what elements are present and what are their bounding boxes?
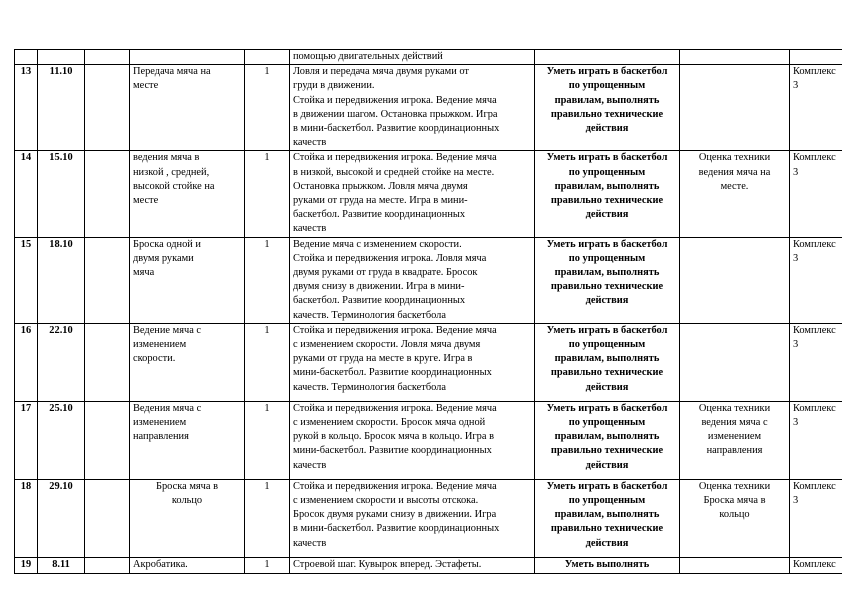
cell-content <box>290 479 535 557</box>
cell-topic <box>130 50 245 65</box>
cell-number: 19 <box>15 557 38 573</box>
table-body <box>15 50 842 574</box>
cell-skills <box>535 151 680 237</box>
cell-complex <box>790 323 842 401</box>
cell-topic <box>130 479 245 557</box>
cell-content-line: качеств <box>293 223 327 235</box>
cell-complex-line: Комплекс <box>793 238 836 250</box>
cell-complex-line: Комплекс <box>793 324 836 336</box>
cell-control-line: изменением <box>707 431 762 443</box>
cell-skills <box>535 557 680 573</box>
cell-skills <box>535 401 680 479</box>
cell-number: 15 <box>15 237 38 323</box>
cell-topic <box>130 557 245 573</box>
cell-control-line: месте. <box>720 180 749 192</box>
cell-content-line: мини-баскетбол. Развитие координационных <box>293 445 492 457</box>
cell-skills-line: правилам, выполнять <box>554 353 660 365</box>
cell-content-line: Бросок двумя руками снизу в движении. Игра <box>293 509 497 521</box>
cell-skills <box>535 50 680 65</box>
cell-complex <box>790 50 842 65</box>
cell-content-line: качеств <box>293 137 327 149</box>
cell-content-line: Стойка и передвижения игрока. Ведение мяча <box>293 94 497 106</box>
cell-control-line: направления <box>706 445 763 457</box>
cell-complex-line: 3 <box>793 339 799 351</box>
cell-topic <box>130 151 245 237</box>
cell-content-line: помощью двигательных действий <box>293 51 443 62</box>
cell-content-line: качеств. Терминология баскетбола <box>293 381 446 393</box>
cell-skills-line: правилам, выполнять <box>554 267 660 279</box>
cell-hours: 1 <box>245 323 290 401</box>
cell-topic-line: кольцо <box>171 495 203 507</box>
cell-date: 25.10 <box>38 401 85 479</box>
cell-content-line: баскетбол. Развитие координационных <box>293 209 466 221</box>
cell-control <box>680 50 790 65</box>
cell-hours: 1 <box>245 557 290 573</box>
cell-topic-line: изменением <box>133 339 187 351</box>
cell-content-line: Ведение мяча с изменением скорости. <box>293 238 462 250</box>
cell-topic <box>130 323 245 401</box>
cell-number: 13 <box>15 65 38 151</box>
cell-blank <box>85 401 130 479</box>
cell-skills-line: правильно технические <box>550 523 664 535</box>
cell-content-line: в мини-баскетбол. Развитие координационных <box>293 123 500 135</box>
cell-date: 18.10 <box>38 237 85 323</box>
table-row <box>15 323 842 401</box>
cell-skills <box>535 65 680 151</box>
cell-topic-line: месте <box>133 195 159 207</box>
cell-number: 18 <box>15 479 38 557</box>
cell-number: 16 <box>15 323 38 401</box>
cell-skills-line: действия <box>585 459 629 471</box>
cell-control-line: ведения мяча на <box>698 166 771 178</box>
cell-topic-line: низкой , средней, <box>133 166 210 178</box>
cell-content-line: руками от груда на месте в круге. Игра в <box>293 353 473 365</box>
table-row <box>15 151 842 237</box>
cell-skills <box>535 323 680 401</box>
cell-topic-line: направления <box>133 431 189 443</box>
cell-blank <box>85 237 130 323</box>
cell-content-line: мини-баскетбол. Развитие координационных <box>293 367 492 379</box>
cell-complex-line: Комплекс <box>793 558 836 570</box>
cell-content-line: качеств. Терминология баскетбола <box>293 309 446 321</box>
cell-content <box>290 401 535 479</box>
cell-content-line: двумя снизу в движении. Игра в мини- <box>293 281 465 293</box>
cell-content-line: в низкой, высокой и средней стойке на месте. <box>293 166 495 178</box>
cell-blank <box>85 557 130 573</box>
cell-hours: 1 <box>245 237 290 323</box>
cell-content-line: с изменением скорости и высоты отскока. <box>293 495 479 507</box>
cell-content-line: Стойка и передвижения игрока. Ведение мяча <box>293 324 497 336</box>
cell-control-line: Оценка техники <box>698 402 771 414</box>
cell-content-line: с изменением скорости. Бросок мяча одной <box>293 417 486 429</box>
cell-content-line: Строевой шаг. Кувырок вперед. Эстафеты. <box>293 558 482 570</box>
cell-control-line: кольцо <box>719 509 750 521</box>
cell-hours: 1 <box>245 151 290 237</box>
cell-content <box>290 151 535 237</box>
cell-number: 17 <box>15 401 38 479</box>
cell-skills-line: Уметь играть в баскетбол <box>546 152 668 164</box>
cell-content-line: Стойка и передвижения игрока. Ловля мяча <box>293 252 487 264</box>
cell-control-line: Оценка техники <box>698 152 771 164</box>
cell-number: 14 <box>15 151 38 237</box>
cell-complex-line: 3 <box>793 166 799 178</box>
table-row <box>15 401 842 479</box>
cell-skills-line: Уметь играть в баскетбол <box>546 402 668 414</box>
cell-complex <box>790 151 842 237</box>
cell-content-line: качеств <box>293 537 327 549</box>
cell-complex <box>790 65 842 151</box>
cell-skills-line: Уметь играть в баскетбол <box>546 480 668 492</box>
cell-content-line: груди в движении. <box>293 80 375 92</box>
cell-skills-line: правильно технические <box>550 367 664 379</box>
cell-control-line: ведения мяча с <box>701 417 768 429</box>
cell-skills-line: правилам, выполнять <box>554 509 660 521</box>
cell-content-line: Ловля и передача мяча двумя руками от <box>293 66 469 78</box>
cell-content-line: руками от груда на месте. Игра в мини- <box>293 195 468 207</box>
cell-content-line: в движении шагом. Остановка прыжком. Игра <box>293 108 498 120</box>
cell-content-line: Стойка и передвижения игрока. Ведение мяча <box>293 152 497 164</box>
cell-skills-line: по упрощенным <box>568 417 646 429</box>
cell-skills-line: правильно технические <box>550 281 664 293</box>
cell-control <box>680 151 790 237</box>
cell-skills-line: действия <box>585 209 629 221</box>
cell-content <box>290 50 535 65</box>
cell-topic-line: ведения мяча в <box>133 152 200 164</box>
cell-complex-line: 3 <box>793 417 799 429</box>
cell-complex-line: Комплекс <box>793 402 836 414</box>
cell-topic-line: высокой стойке на <box>133 180 215 192</box>
cell-complex-line: Комплекс <box>793 480 836 492</box>
cell-control <box>680 479 790 557</box>
cell-blank <box>85 479 130 557</box>
cell-topic <box>130 401 245 479</box>
cell-topic <box>130 237 245 323</box>
lesson-plan-table <box>14 49 842 574</box>
cell-content-line: в мини-баскетбол. Развитие координационных <box>293 523 500 535</box>
cell-skills-line: по упрощенным <box>568 252 646 264</box>
cell-content-line: качеств <box>293 459 327 471</box>
cell-skills-line: Уметь выполнять <box>564 558 650 570</box>
cell-blank <box>85 50 130 65</box>
cell-content-line: рукой в кольцо. Бросок мяча в кольцо. Игра в <box>293 431 494 443</box>
cell-complex <box>790 479 842 557</box>
cell-skills-line: Уметь играть в баскетбол <box>546 238 668 250</box>
cell-topic-line: скорости. <box>133 353 176 365</box>
cell-hours: 1 <box>245 401 290 479</box>
cell-control <box>680 237 790 323</box>
cell-hours <box>245 50 290 65</box>
cell-control <box>680 401 790 479</box>
cell-skills-line: действия <box>585 123 629 135</box>
cell-topic <box>130 65 245 151</box>
cell-skills-line: действия <box>585 295 629 307</box>
cell-content-line: Стойка и передвижения игрока. Ведение мяча <box>293 480 497 492</box>
table-row <box>15 479 842 557</box>
cell-control-line: Оценка техники <box>698 480 771 492</box>
cell-content-line: двумя руками от груда в квадрате. Бросок <box>293 267 478 279</box>
cell-skills-line: правилам, выполнять <box>554 94 660 106</box>
cell-skills-line: по упрощенным <box>568 80 646 92</box>
cell-blank <box>85 323 130 401</box>
cell-complex-line: Комплекс <box>793 66 836 78</box>
table-row <box>15 50 842 65</box>
cell-topic-line: Броска мяча в <box>155 480 219 492</box>
cell-skills-line: Уметь играть в баскетбол <box>546 324 668 336</box>
cell-date: 15.10 <box>38 151 85 237</box>
cell-content <box>290 323 535 401</box>
cell-topic-line: Передача мяча на <box>133 66 211 78</box>
cell-skills-line: Уметь играть в баскетбол <box>546 66 668 78</box>
cell-topic-line: Акробатика. <box>133 558 188 570</box>
cell-topic-line: Броска одной и <box>133 238 201 250</box>
cell-date <box>38 50 85 65</box>
cell-control <box>680 65 790 151</box>
cell-topic-line: Ведение мяча с <box>133 324 202 336</box>
cell-complex-line: 3 <box>793 252 799 264</box>
cell-skills-line: правильно технические <box>550 108 664 120</box>
cell-topic-line: Ведения мяча с <box>133 402 202 414</box>
cell-skills-line: по упрощенным <box>568 166 646 178</box>
cell-content-line: Остановка прыжком. Ловля мяча двумя <box>293 180 468 192</box>
cell-content <box>290 65 535 151</box>
cell-number <box>15 50 38 65</box>
cell-date: 11.10 <box>38 65 85 151</box>
cell-skills-line: действия <box>585 537 629 549</box>
cell-complex-line: 3 <box>793 80 799 92</box>
cell-skills-line: правильно технические <box>550 445 664 457</box>
cell-content <box>290 557 535 573</box>
table-row <box>15 557 842 573</box>
cell-hours: 1 <box>245 65 290 151</box>
cell-topic-line: двумя руками <box>133 252 194 264</box>
cell-content-line: Стойка и передвижения игрока. Ведение мяча <box>293 402 497 414</box>
cell-control <box>680 557 790 573</box>
cell-topic-line: изменением <box>133 417 187 429</box>
cell-complex <box>790 557 842 573</box>
cell-date: 29.10 <box>38 479 85 557</box>
cell-skills-line: по упрощенным <box>568 495 646 507</box>
cell-skills <box>535 237 680 323</box>
cell-blank <box>85 151 130 237</box>
cell-skills <box>535 479 680 557</box>
table-row <box>15 65 842 151</box>
cell-control-line: Броска мяча в <box>703 495 766 507</box>
cell-skills-line: по упрощенным <box>568 339 646 351</box>
cell-complex-line: 3 <box>793 495 799 507</box>
cell-date: 8.11 <box>38 557 85 573</box>
table-row <box>15 237 842 323</box>
cell-content <box>290 237 535 323</box>
cell-date: 22.10 <box>38 323 85 401</box>
cell-skills-line: правилам, выполнять <box>554 180 660 192</box>
cell-complex <box>790 401 842 479</box>
cell-hours: 1 <box>245 479 290 557</box>
cell-blank <box>85 65 130 151</box>
cell-skills-line: правильно технические <box>550 195 664 207</box>
cell-complex <box>790 237 842 323</box>
cell-complex-line: Комплекс <box>793 152 836 164</box>
cell-content-line: с изменением скорости. Ловля мяча двумя <box>293 339 481 351</box>
cell-topic-line: месте <box>133 80 159 92</box>
cell-topic-line: мяча <box>133 267 155 279</box>
cell-control <box>680 323 790 401</box>
cell-skills-line: правилам, выполнять <box>554 431 660 443</box>
cell-content-line: баскетбол. Развитие координационных <box>293 295 466 307</box>
cell-skills-line: действия <box>585 381 629 393</box>
